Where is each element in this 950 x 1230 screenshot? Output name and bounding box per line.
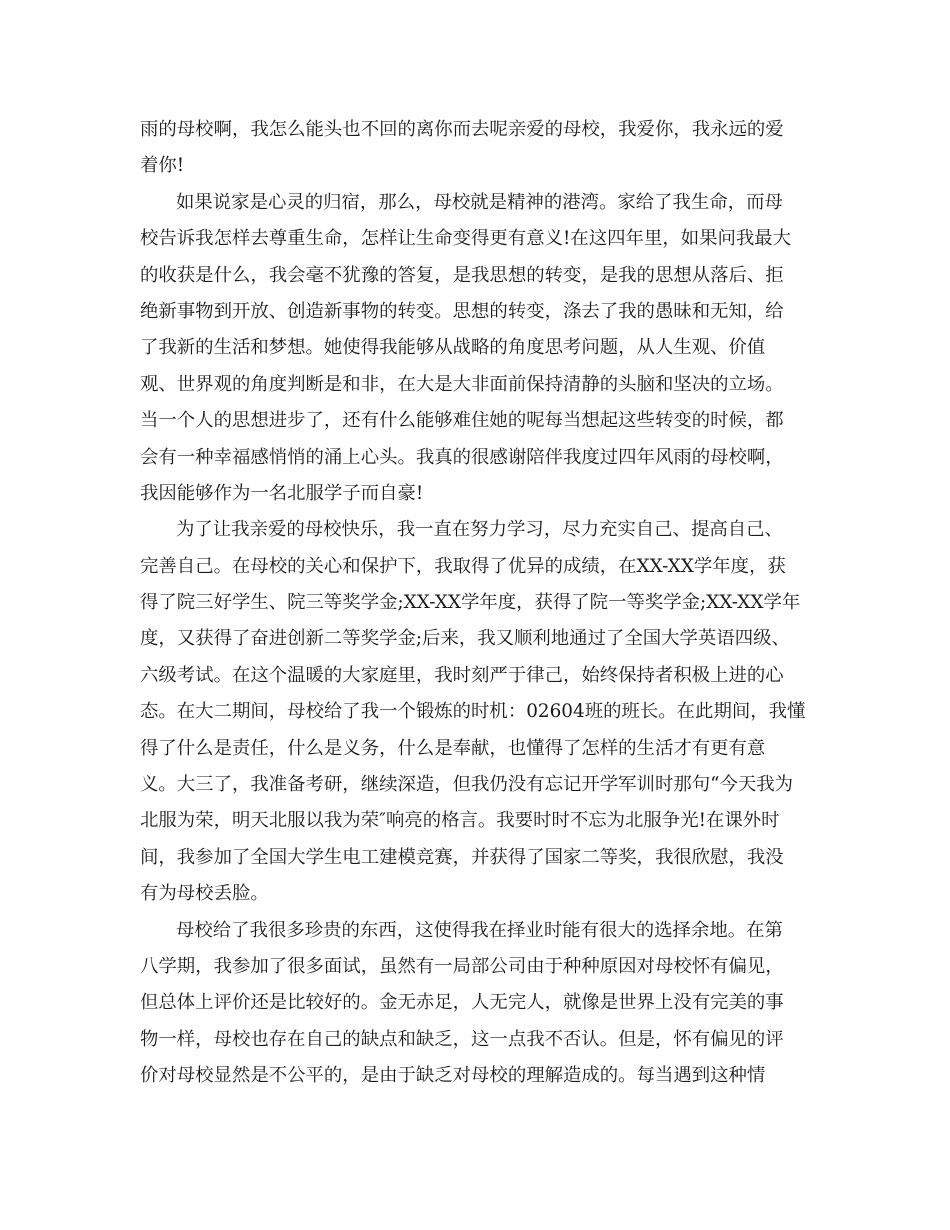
text-line: 的收获是什么，我会毫不犹豫的答复，是我思想的转变，是我的思想从落后、拒	[140, 264, 784, 286]
text-line: 完善自己。在母校的关心和保护下，我取得了优异的成绩，在XX-XX学年度，获	[140, 555, 786, 577]
text-line: 六级考试。在这个温暖的大家庭里，我时刻严于律己，始终保持者积极上进的心	[140, 664, 784, 686]
text-line: 会有一种幸福感悄悄的涌上心头。我真的很感谢陪伴我度过四年风雨的母校啊，	[140, 446, 784, 468]
text-line: 当一个人的思想进步了，还有什么能够难住她的呢每当想起这些转变的时候，都	[140, 410, 784, 432]
text-line: 得了什么是责任，什么是义务，什么是奉献，也懂得了怎样的生活才有更有意	[140, 737, 766, 759]
text-line: 如果说家是心灵的归宿，那么，母校就是精神的港湾。家给了我生命，而母	[176, 191, 783, 213]
text-line: 八学期，我参加了很多面试，虽然有一局部公司由于种种原因对母校怀有偏见，	[140, 955, 784, 977]
text-line: 价对母校显然是不公平的，是由于缺乏对母校的理解造成的。每当遇到这种情	[140, 1065, 766, 1087]
text-line: 得了院三好学生、院三等奖学金;XX-XX学年度，获得了院一等奖学金;XX-XX学年	[140, 592, 801, 614]
text-line: 为了让我亲爱的母校快乐，我一直在努力学习，尽力充实自己、提高自己、	[176, 519, 783, 541]
text-line: 有为母校丢脸。	[140, 883, 269, 905]
text-line: 间，我参加了全国大学生电工建模竞赛，并获得了国家二等奖，我很欣慰，我没	[140, 846, 784, 868]
document-body	[140, 112, 820, 1095]
text-line: 母校给了我很多珍贵的东西，这使得我在择业时能有很大的选择余地。在第	[176, 919, 783, 941]
text-line: 义。大三了，我准备考研，继续深造，但我仍没有忘记开学军训时那句“今天我为	[140, 774, 794, 796]
text-line: 观、世界观的角度判断是和非，在大是大非面前保持清静的头脑和坚决的立场。	[140, 373, 784, 395]
text-line: 着你!	[140, 155, 185, 177]
text-line: 校告诉我怎样去尊重生命，怎样让生命变得更有意义!在这四年里，如果问我最大	[140, 228, 792, 250]
text-line: 我因能够作为一名北服学子而自豪!	[140, 482, 424, 504]
text-line: 了我新的生活和梦想。她使得我能够从战略的角度思考问题，从人生观、价值	[140, 337, 766, 359]
text-line: 但总体上评价还是比较好的。金无赤足，人无完人，就像是世界上没有完美的事	[140, 992, 784, 1014]
text-line: 度，又获得了奋进创新二等奖学金;后来，我又顺利地通过了全国大学英语四级、	[140, 628, 790, 650]
text-line: 绝新事物到开放、创造新事物的转变。思想的转变，涤去了我的愚昧和无知，给	[140, 300, 784, 322]
text-line: 物一样，母校也存在自己的缺点和缺乏，这一点我不否认。但是，怀有偏见的评	[140, 1028, 784, 1050]
text-line: 雨的母校啊，我怎么能头也不回的离你而去呢亲爱的母校，我爱你，我永远的爱	[140, 119, 784, 140]
text-line: 北服为荣，明天北服以我为荣″响亮的格言。我要时时不忘为北服争光!在课外时	[140, 810, 780, 832]
text-line: 态。在大二期间，母校给了我一个锻炼的时机：02604班的班长。在此期间，我懂	[140, 701, 806, 723]
